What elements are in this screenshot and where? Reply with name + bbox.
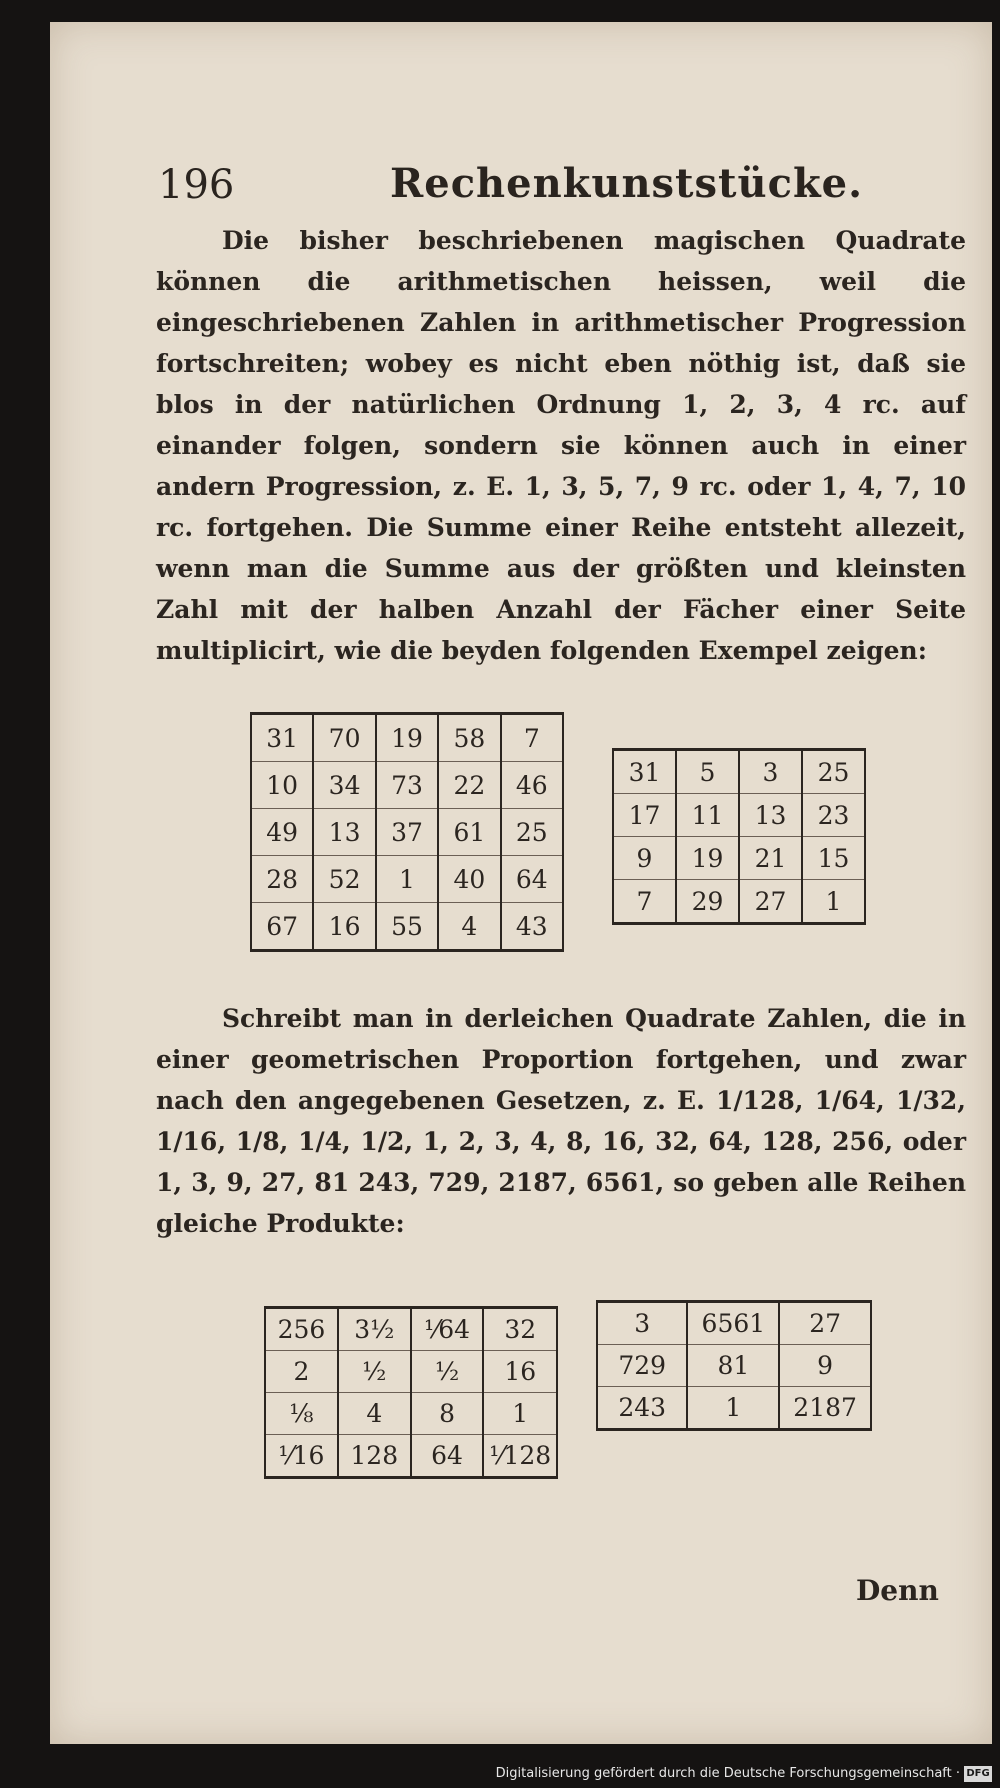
square-cell: 5 xyxy=(676,750,739,794)
square-row xyxy=(251,809,563,856)
square-cell: 1 xyxy=(687,1387,779,1430)
square-cell: 58 xyxy=(438,714,500,762)
square-cell: 19 xyxy=(376,714,438,762)
square-cell: 256 xyxy=(265,1308,338,1351)
square-cell: 19 xyxy=(676,837,739,880)
square-cell: ⅟64 xyxy=(411,1308,484,1351)
square-cell: 27 xyxy=(779,1302,871,1345)
square-cell: 64 xyxy=(411,1435,484,1478)
square-cell: 16 xyxy=(313,903,375,951)
square-cell: ½ xyxy=(411,1351,484,1393)
square-cell: 2187 xyxy=(779,1387,871,1430)
square-cell: ⅟128 xyxy=(483,1435,557,1478)
square-cell: ½ xyxy=(338,1351,411,1393)
square-cell: 3 xyxy=(739,750,802,794)
funding-credit: Digitalisierung gefördert durch die Deutsche Forschungsgemeinschaft · xyxy=(495,1766,960,1781)
square-cell: 28 xyxy=(251,856,313,903)
page-number: 196 xyxy=(158,162,235,208)
square-row xyxy=(597,1345,871,1387)
square-cell: 128 xyxy=(338,1435,411,1478)
square-cell: 3½ xyxy=(338,1308,411,1351)
square-cell: 25 xyxy=(501,809,563,856)
square-cell: 3 xyxy=(597,1302,687,1345)
square-cell: 31 xyxy=(613,750,676,794)
square-cell: 46 xyxy=(501,762,563,809)
geometric-square-4x4 xyxy=(264,1306,558,1479)
square-cell: 15 xyxy=(802,837,865,880)
book-page xyxy=(50,22,992,1744)
dfg-logo: DFG xyxy=(964,1766,992,1782)
square-cell: 4 xyxy=(438,903,500,951)
square-cell: 31 xyxy=(251,714,313,762)
square-cell: 6561 xyxy=(687,1302,779,1345)
square-cell: 29 xyxy=(676,880,739,924)
square-cell: 7 xyxy=(613,880,676,924)
square-cell: 73 xyxy=(376,762,438,809)
paragraph-geometric: Schreibt man in derleichen Quadrate Zahlen, die in einer geometrischen Proportion fortgehen, und zwar nach den angegebenen Gesetzen, z. E. 1/128, 1/64, 1/32, 1/16, 1/8, 1/4, 1/2, 1, 2, 3, 4, 8, 16, 32, 64, 128, 256, oder 1, 3, 9, 27, 81 243, 729, 2187, 6561, so geben alle Reihen gleiche Produkte: xyxy=(156,1004,966,1238)
paragraph-arithmetic: Die bisher beschriebenen magischen Quadrate können die arithmetischen heissen, weil die eingeschriebenen Zahlen in arithmetischer Progression fortschreiten; wobey es nicht eben nöthig ist, daß sie blos in der natürlichen Ordnung 1, 2, 3, 4 rc. auf einander folgen, sondern sie können auch in einer andern Progression, z. E. 1, 3, 5, 7, 9 rc. oder 1, 4, 7, 10 rc. fortgehen. Die Summe einer Reihe entsteht allezeit, wenn man die Summe aus der größten und kleinsten Zahl mit der halben Anzahl der Fächer einer Seite multiplicirt, wie die beyden folgenden Exempel zeigen: xyxy=(156,226,966,665)
square-cell: 10 xyxy=(251,762,313,809)
square-cell: 22 xyxy=(438,762,500,809)
square-row xyxy=(265,1435,557,1478)
square-cell: 243 xyxy=(597,1387,687,1430)
square-cell: 52 xyxy=(313,856,375,903)
square-cell: 25 xyxy=(802,750,865,794)
square-cell: 1 xyxy=(483,1393,557,1435)
square-row xyxy=(251,903,563,951)
magic-square-4x4 xyxy=(612,748,866,925)
square-cell: 23 xyxy=(802,794,865,837)
square-cell: 2 xyxy=(265,1351,338,1393)
square-cell: 17 xyxy=(613,794,676,837)
square-cell: ⅛ xyxy=(265,1393,338,1435)
square-cell: 13 xyxy=(313,809,375,856)
square-cell: 55 xyxy=(376,903,438,951)
square-cell: 9 xyxy=(779,1345,871,1387)
catchword: Denn xyxy=(856,1574,939,1607)
square-cell: 4 xyxy=(338,1393,411,1435)
square-cell: 21 xyxy=(739,837,802,880)
square-cell: 729 xyxy=(597,1345,687,1387)
square-cell: 43 xyxy=(501,903,563,951)
square-cell: 11 xyxy=(676,794,739,837)
square-cell: 9 xyxy=(613,837,676,880)
square-row xyxy=(613,794,865,837)
square-cell: 61 xyxy=(438,809,500,856)
page-header xyxy=(50,150,992,210)
running-title: Rechenkunststücke. xyxy=(390,160,864,207)
footer-bar xyxy=(0,1764,1000,1788)
square-row xyxy=(613,880,865,924)
square-row xyxy=(251,856,563,903)
square-row xyxy=(613,750,865,794)
square-row xyxy=(597,1387,871,1430)
square-cell: 37 xyxy=(376,809,438,856)
square-cell: 13 xyxy=(739,794,802,837)
geometric-square-3x3 xyxy=(596,1300,872,1431)
square-row xyxy=(613,837,865,880)
square-cell: 64 xyxy=(501,856,563,903)
square-row xyxy=(265,1308,557,1351)
square-cell: 1 xyxy=(802,880,865,924)
square-cell: 32 xyxy=(483,1308,557,1351)
square-cell: 27 xyxy=(739,880,802,924)
square-row xyxy=(251,762,563,809)
square-row xyxy=(265,1351,557,1393)
square-cell: 8 xyxy=(411,1393,484,1435)
square-cell: ⅟16 xyxy=(265,1435,338,1478)
square-cell: 7 xyxy=(501,714,563,762)
square-cell: 49 xyxy=(251,809,313,856)
square-cell: 67 xyxy=(251,903,313,951)
square-cell: 70 xyxy=(313,714,375,762)
square-cell: 81 xyxy=(687,1345,779,1387)
square-row xyxy=(597,1302,871,1345)
square-cell: 34 xyxy=(313,762,375,809)
square-row xyxy=(251,714,563,762)
square-cell: 16 xyxy=(483,1351,557,1393)
square-row xyxy=(265,1393,557,1435)
square-cell: 40 xyxy=(438,856,500,903)
square-cell: 1 xyxy=(376,856,438,903)
magic-square-5x5 xyxy=(250,712,564,952)
